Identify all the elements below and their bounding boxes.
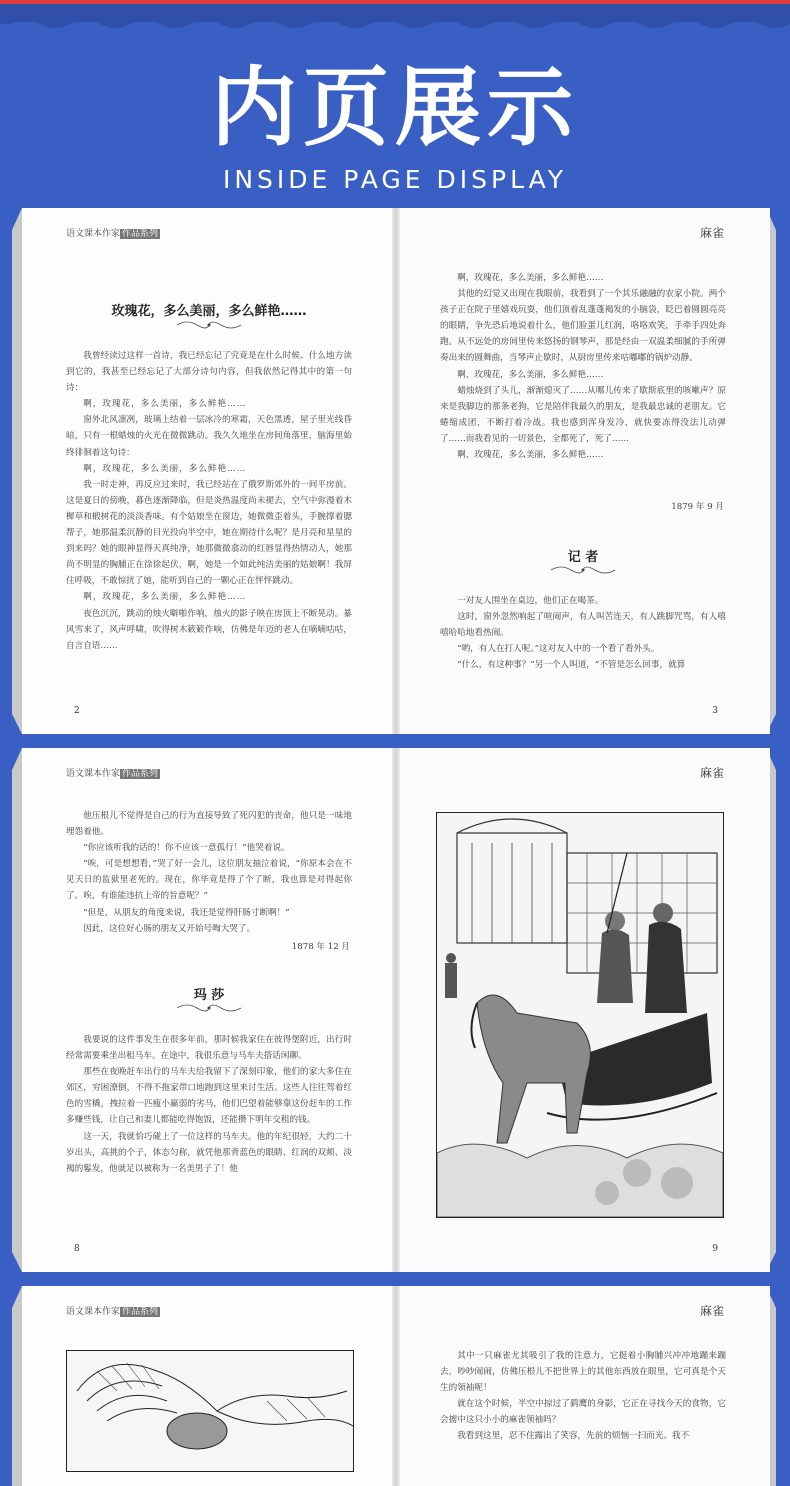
series-label: 语文课本作家 作品系列: [66, 1307, 159, 1317]
book-spread-1: [12, 208, 776, 734]
ornament-icon: [175, 1003, 243, 1013]
body-text: 我曾经读过这样一首诗，我已经忘记了究竟是在什么时候、什么地方读到它的，我甚至已经忘记了大部分诗句内容，但我依然记得其中的第一句诗： 啊，玫瑰花，多么美丽，多么鲜艳…… 窗外北风凛冽，玻璃上结着一层冰冷的寒霜，天色黑透，屋子里光线昏暗，只有一根蜡烛的火光在微微跳动。我久久地坐在房间角落里，脑海里始终徘徊着这句诗： 啊，玫瑰花，多么美丽，多么鲜艳…… 我一时走神，再反应过来时，我已经站在了俄罗斯郊外的一间平房前。这是夏日的傍晚，暮色逐渐降临，但是炎热温度尚未褪去，空气中弥漫着木樨草和椴树花的淡淡香味。有个姑娘坐在窗边，她微微歪着头，手腕撑着腮帮子，她那温柔沉静的目光投向半空中，她在期待什么呢？是月亮和星星的到来吗？她的眼神显得天真纯净，她那微微翕动的红唇显得热情动人，她那尚不明显的胸脯正在徐徐起伏，啊，她是一个如此纯洁美丽的姑娘啊！我屏住呼吸，不敢惊扰了她，能听到自己的一颗心正在怦怦跳动。 啊，玫瑰花，多么美丽，多么鲜艳…… 夜色沉沉，跳动的烛火噼啪作响，烛火的影子映在房顶上不断晃动。暴风雪来了，风声呼啸，吹得树木簌簌作响，仿佛是年迈的老人在嘀嘀咕咕，自言自语……: [66, 351, 352, 651]
series-label: 语文课本作家 作品系列: [66, 229, 159, 239]
page-title: 内页展示: [211, 58, 579, 158]
left-page: [22, 208, 396, 734]
page-number: 3: [712, 706, 718, 716]
right-page: [396, 1286, 770, 1486]
book-spread-3: [12, 1286, 776, 1486]
chapter-date: 1878 年 12 月: [291, 942, 350, 952]
bird-illustration: [66, 1350, 354, 1472]
right-page: [396, 208, 770, 734]
ornament-icon: [549, 565, 617, 575]
chapter-title: 记 者: [567, 550, 599, 565]
book-fold: [392, 208, 400, 734]
seal-label: 麻雀: [699, 226, 724, 240]
chapter-title: 玛 莎: [193, 988, 225, 1003]
body-text: 一对友人围坐在桌边，他们正在喝茶。 这时，窗外忽然响起了喧闹声，有人叫苦连天，有人跳脚咒骂，有人嘻嘻哈哈地看热闹。 “哟，有人在打人呢。”这对友人中的一个看了看外头。 “什么，有这种事？”另一个人叫道，“不管是怎么回事，就算: [440, 596, 726, 671]
ornament-icon: [175, 320, 243, 330]
page-number: 2: [74, 706, 80, 716]
book-fold: [392, 1286, 400, 1486]
seal-label: 麻雀: [699, 1304, 724, 1318]
body-text: 其中一只麻雀尤其吸引了我的注意力，它挺着小胸脯兴冲冲地蹦来蹦去，吵吵闹闹，仿佛压根儿不把世界上的其他东西放在眼里，它可真是个天生的领袖呢！ 就在这个时候，半空中掠过了鹞鹰的身影，它正在寻找今天的食物，它会掳中这只小小的麻雀领袖吗？ 我看到这里，忍不住露出了笑容，先前的烦恼一扫而光。我不: [440, 1351, 726, 1442]
body-text: 啊，玫瑰花，多么美丽，多么鲜艳…… 其他的幻觉又出现在我眼前，我看到了一个其乐融融的农家小院。两个孩子正在院子里嬉戏玩耍，他们顶着乱蓬蓬褐发的小脑袋，眨巴着圆圆亮亮的眼睛，争先恐后地说着什么，他们脸蛋儿红润，咯咯欢笑，手牵手四处奔跑。从不远处的房间里传来悠扬的钢琴声，那是经由一双温柔细腻的手所弹奏出来的圆舞曲，当琴声止歇时，从厨房里传来咕嘟嘟的锅炉动静。 啊，玫瑰花，多么美丽，多么鲜艳…… 蜡烛烧到了头儿，渐渐熄灭了……从哪儿传来了歇斯底里的咳嗽声？原来是我脚边的那条老狗，它是陪伴我最久的朋友，是我最忠诚的老朋友。它蜷缩成团，不断打着冷战。我也感到浑身发冷，就快要冻得没法儿动弹了……而我看见的一切景色，全都死了，死了…… 啊，玫瑰花，多么美丽，多么鲜艳……: [440, 273, 726, 461]
series-label: 语文课本作家 作品系列: [66, 769, 159, 779]
page-subtitle: INSIDE PAGE DISPLAY: [222, 165, 568, 194]
chapter-title: 玫瑰花，多么美丽，多么鲜艳……: [111, 304, 307, 319]
left-page: [22, 1286, 396, 1486]
page-number: 9: [712, 1244, 718, 1254]
book-fold: [392, 748, 400, 1272]
wave-decoration: [0, 18, 790, 34]
chapter-date: 1879 年 9 月: [671, 502, 724, 512]
body-text: 他压根儿不觉得是自己的行为直接导致了死闪犯的丧命，他只是一味地埋怨着他。 “你应该听我的话的！你不应该一意孤行！”他哭着说。 “唉，可是想想看，”哭了好一会儿，这位朋友抽泣着说，“你原本会在不见天日的监狱里老死的。现在，你毕竟是得了个了断，我也算是对得起你了。唉，有谁能违抗上帝的旨意呢？” “但是，从朋友的角度来说，我还是觉得肝肠寸断啊！” 因此，这位好心肠的朋友又开始号啕大哭了。: [66, 811, 352, 934]
sleigh-illustration: [436, 812, 724, 1218]
page-number: 8: [74, 1244, 80, 1254]
seal-label: 麻雀: [699, 766, 724, 780]
left-page: [22, 748, 396, 1272]
book-spread-2: [12, 748, 776, 1272]
body-text: 我要说的这件事发生在很多年前，那时候我家住在彼得堡附近，出行时经常需要乘坐出租马车。在途中，我很乐意与马车夫搭话闲聊。 那些在夜晚赶车出行的马车夫给我留下了深刻印象，他们的家大多住在郊区，穷困潦倒，不得不拖家带口地跑到这里来讨生活。这些人往往驾着红色的雪橇，拽拉着一匹瘦小羸弱的劣马，他们巴望着能够靠这份赶车的工作多赚些钱，让自己和妻儿都能吃得饱饭，还能攒下明年交租的钱。 这一天，我就恰巧碰上了一位这样的马车夫。他的年纪很轻，大约二十岁出头，高挑的个子，体态匀称，就凭他那背蓝色的眼睛、红润的双颊、淡褐的鬈发，他就足以被称为一名美男子了！他: [66, 1035, 352, 1174]
right-page: [396, 748, 770, 1272]
